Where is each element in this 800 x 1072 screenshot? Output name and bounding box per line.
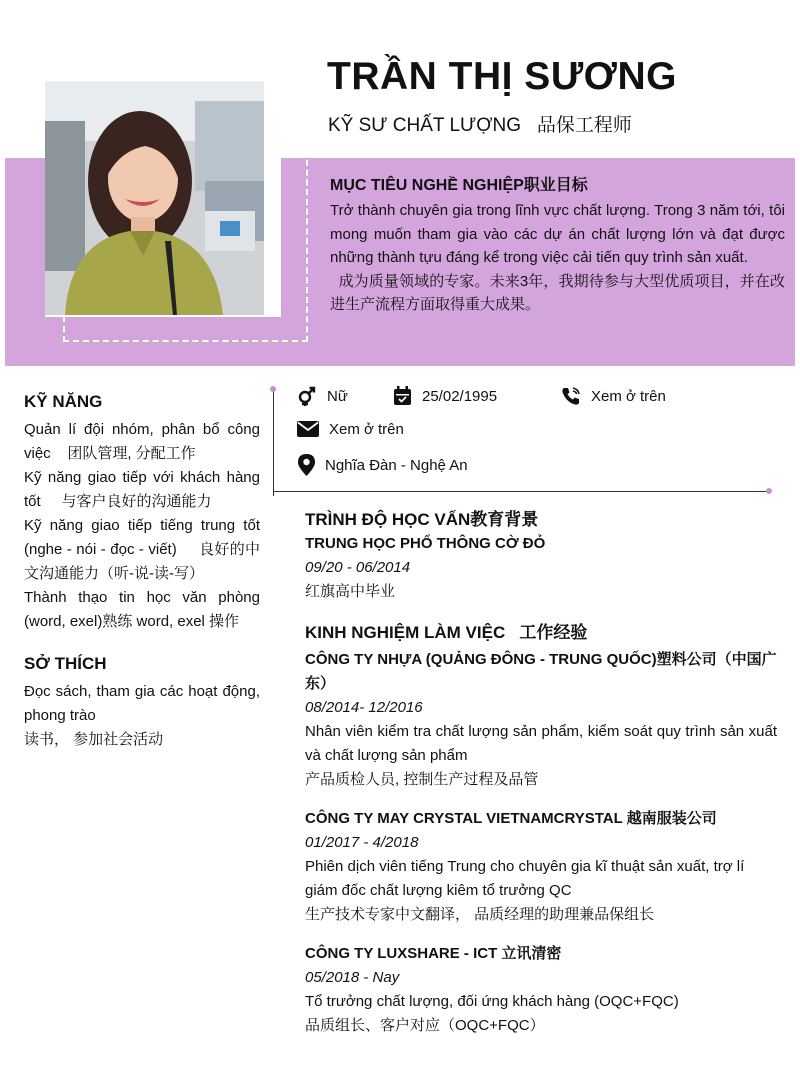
horizontal-divider — [273, 491, 769, 492]
envelope-icon — [297, 420, 319, 438]
gender-info — [297, 386, 348, 406]
job-desc-zh: 品质组长、客户对应（OQC+FQC） — [305, 1017, 545, 1034]
dob-info — [393, 386, 497, 406]
phone-info — [561, 386, 666, 406]
job-desc-vi: Phiên dịch viên tiếng Trung cho chuyên gia kĩ thuật sản xuất, trợ lí giám đốc chất lượng kiêm tổ trưởng QC — [305, 858, 745, 899]
job-company: CÔNG TY LUXSHARE - ICT 立讯清密 — [305, 945, 562, 962]
education-section — [305, 508, 777, 604]
profile-photo — [45, 81, 264, 315]
hobbies-text-zh: 读书， 参加社会活动 — [24, 731, 164, 748]
address-value: Nghĩa Đàn - Nghệ An — [325, 456, 468, 474]
dob-value: 25/02/1995 — [422, 387, 498, 405]
job-desc-vi: Tổ trưởng chất lượng, đối ứng khách hàng (OQC+FQC) — [305, 993, 679, 1010]
education-desc: 红旗高中毕业 — [305, 583, 396, 600]
hobbies-section — [24, 654, 260, 752]
objective-text — [330, 199, 785, 317]
gender-value: Nữ — [327, 387, 348, 405]
email-value: Xem ở trên — [329, 420, 404, 438]
objective-text-vi: Trở thành chuyên gia trong lĩnh vực chất lượng. Trong 3 năm tới, tôi mong muốn tham gia vào các dự án chất lượng lớn và đạt được những thành tựu đáng kể trong việc cải tiến quy trình sản xuất. — [330, 202, 785, 266]
skill-item: Thành thạo tin học văn phòng (word, exel)熟练 word, exel 操作 — [24, 589, 260, 630]
experience-section — [305, 621, 777, 645]
job-entry — [305, 942, 777, 1038]
skills-heading: KỸ NĂNG — [24, 392, 103, 411]
job-entry — [305, 648, 777, 792]
job-desc-zh: 产品质检人员, 控制生产过程及品管 — [305, 771, 539, 788]
objective-text-zh: 成为质量领域的专家。未来3年，我期待参与大型优质项目，并在改进生产流程方面取得重大成果。 — [330, 272, 785, 313]
vertical-divider — [273, 389, 274, 496]
job-company: CÔNG TY NHỰA (QUẢNG ĐÔNG - TRUNG QUỐC)塑料公司（中国广东） — [305, 651, 777, 692]
gender-icon — [297, 386, 317, 406]
location-pin-icon — [298, 454, 315, 476]
job-date: 08/2014- 12/2016 — [305, 699, 423, 716]
job-desc-vi: Nhân viên kiểm tra chất lượng sản phẩm, kiểm soát quy trình sản xuất và chất lượng sản phẩm — [305, 723, 777, 764]
job-desc-zh: 生产技术专家中文翻译， 品质经理的助理兼品保组长 — [305, 906, 655, 923]
skills-section — [24, 392, 265, 634]
job-date: 05/2018 - Nay — [305, 969, 400, 986]
skill-item: Kỹ năng giao tiếp với khách hàng tốt 与客户良好的沟通能力 — [24, 469, 265, 510]
education-school: TRUNG HỌC PHỔ THÔNG CỜ ĐỎ — [305, 535, 546, 552]
phone-icon — [561, 386, 581, 406]
job-title: KỸ SƯ CHẤT LƯỢNG 品保工程师 — [328, 115, 632, 136]
experience-heading: KINH NGHIỆM LÀM VIỆC 工作经验 — [305, 623, 588, 642]
job-entry — [305, 807, 777, 927]
divider-dot — [766, 488, 772, 494]
calendar-icon — [393, 386, 412, 406]
hobbies-heading: SỞ THÍCH — [24, 654, 107, 673]
skill-item: Kỹ năng giao tiếp tiếng trung tốt (nghe - nói - đọc - viết) 良好的中文沟通能力（听-说-读-写） — [24, 517, 265, 582]
email-info — [297, 420, 404, 438]
address-info — [298, 454, 468, 476]
objective-heading: MỤC TIÊU NGHỀ NGHIỆP职业目标 — [330, 177, 588, 194]
education-date: 09/20 - 06/2014 — [305, 559, 411, 576]
hobbies-text-vi: Đọc sách, tham gia các hoạt động, phong trào — [24, 683, 260, 724]
candidate-name: TRẦN THỊ SƯƠNG — [327, 55, 677, 98]
divider-dot — [270, 386, 276, 392]
skill-item: Quản lí đội nhóm, phân bổ công việc 团队管理, 分配工作 — [24, 421, 265, 462]
phone-value: Xem ở trên — [591, 387, 666, 405]
job-company: CÔNG TY MAY CRYSTAL VIETNAMCRYSTAL 越南服装公司 — [305, 810, 717, 827]
education-heading: TRÌNH ĐỘ HỌC VẤN教育背景 — [305, 510, 539, 529]
job-date: 01/2017 - 4/2018 — [305, 834, 419, 851]
